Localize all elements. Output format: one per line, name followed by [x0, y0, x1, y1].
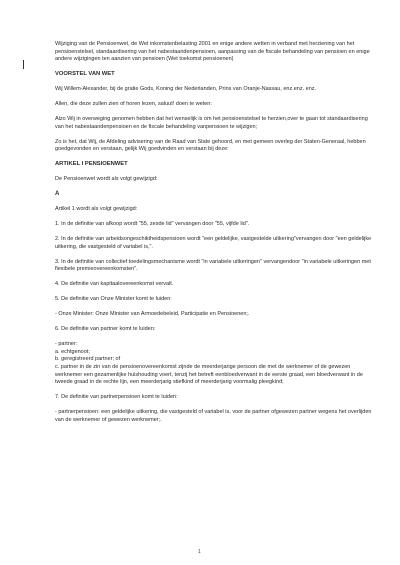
- item-3: 3. In de definitie van collectief toedelingsmechanisme wordt "in variabele uitkeringen" vervangendoor "in variabele uitkeringen met flexibele premieovereenkomsten".: [55, 258, 371, 273]
- allen-paragraph: Allen, die deze zullen zien of horen lezen, saluut! doen te weten:: [55, 101, 212, 108]
- item-1: 1. In de definitie van afkoop wordt "55, zesde lid" vervangen door "55, vijfde lid".: [55, 221, 250, 228]
- heading-voorstel: VOORSTEL VAN WET: [55, 71, 115, 78]
- partner-line: c. partner in de zin van de pensioenovereenkomst zijnde de meerderjarige persoon die met de werknemer of de gewezen werknemer een gezamenlijke huishouding voert, tenzij het betreft eenbloedverwant in de eerste graad, een bloedverwant in de tweede graad in de rechte lijn, een meerderjarig stiefkind of meerderjarig voormalig pleegkind;: [55, 364, 363, 386]
- partner-definition-list: [55, 341, 373, 387]
- page-number: 1: [198, 549, 201, 555]
- alzo-paragraph: Alzo Wij in overweging genomen hebben dat het wenselijk is om het pensioenstelsel te herzien,over te gaan tot standaardisering van het nabestaandenpensioen en de fiscale behandeling vanpensioen te wijzigen;: [55, 116, 368, 130]
- item-2: 2. In de definitie van arbeidsongeschiktheidspensioen wordt "een geldelijke, vastgestelde uitkering"vervangen door "een geldelijke uitkering, die vastgesteld of variabel is,".: [55, 236, 372, 250]
- item-7: 7. De definitie van partnerpensioen komt te luiden:: [55, 394, 178, 401]
- partnerpensioen-definition: - partnerpensioen: een geldelijke uitkering, die vastgesteld of variabel is, voor de partner ofgewezen partner wegens het overlijden van de werknemer of gewezen werknemer;.: [55, 409, 372, 423]
- document-body: [55, 41, 373, 432]
- wij-paragraph: Wij Willem-Alexander, bij de gratie Gods, Koning der Nederlanden, Prins van Oranje-Nassau, enz.enz. enz.: [55, 86, 317, 93]
- heading-artikel: ARTIKEL I PENSIOENWET: [55, 161, 128, 168]
- minister-definition: - Onze Minister: Onze Minister van Armoedebeleid, Participatie en Pensioenen;.: [55, 311, 250, 318]
- zo-paragraph: Zo is het, dat Wij, de Afdeling advisering van de Raad van State gehoord, en met gemeen overleg der Staten-Generaal, hebben goedgevonden en verstaan, gelijk Wij goedvinden en verstaan bij deze:: [55, 138, 366, 153]
- section-letter-a: A: [55, 191, 60, 198]
- partner-line: a. echtgenoot;: [55, 348, 90, 355]
- item-5: 5. De definitie van Onze Minister komt te luiden:: [55, 296, 172, 303]
- intro-paragraph: Wijziging van de Pensioenwet, de Wet inkomstenbelasting 2001 en enige andere wetten in verband met herziening van het pensioenstelsel, standaardisering van het nabestaandenpensioen, aanpassing van de fiscale behandeling van pensioen en enige andere wijzigingen ten aanzien van pensioen (Wet toekomst pensioenen): [55, 41, 370, 63]
- text-cursor: [23, 60, 24, 69]
- item-4: 4. De definitie van kapitaalovereenkomst vervalt.: [55, 281, 174, 288]
- partner-line: b. geregistreerd partner; of: [55, 356, 121, 363]
- artikel1-paragraph: Artikel 1 wordt als volgt gewijzigd:: [55, 206, 138, 213]
- item-6: 6. De definitie van partner komt te luiden:: [55, 326, 156, 333]
- pensioenwet-paragraph: De Pensioenwet wordt als volgt gewijzigd:: [55, 176, 158, 183]
- partner-line: - partner:: [55, 341, 78, 348]
